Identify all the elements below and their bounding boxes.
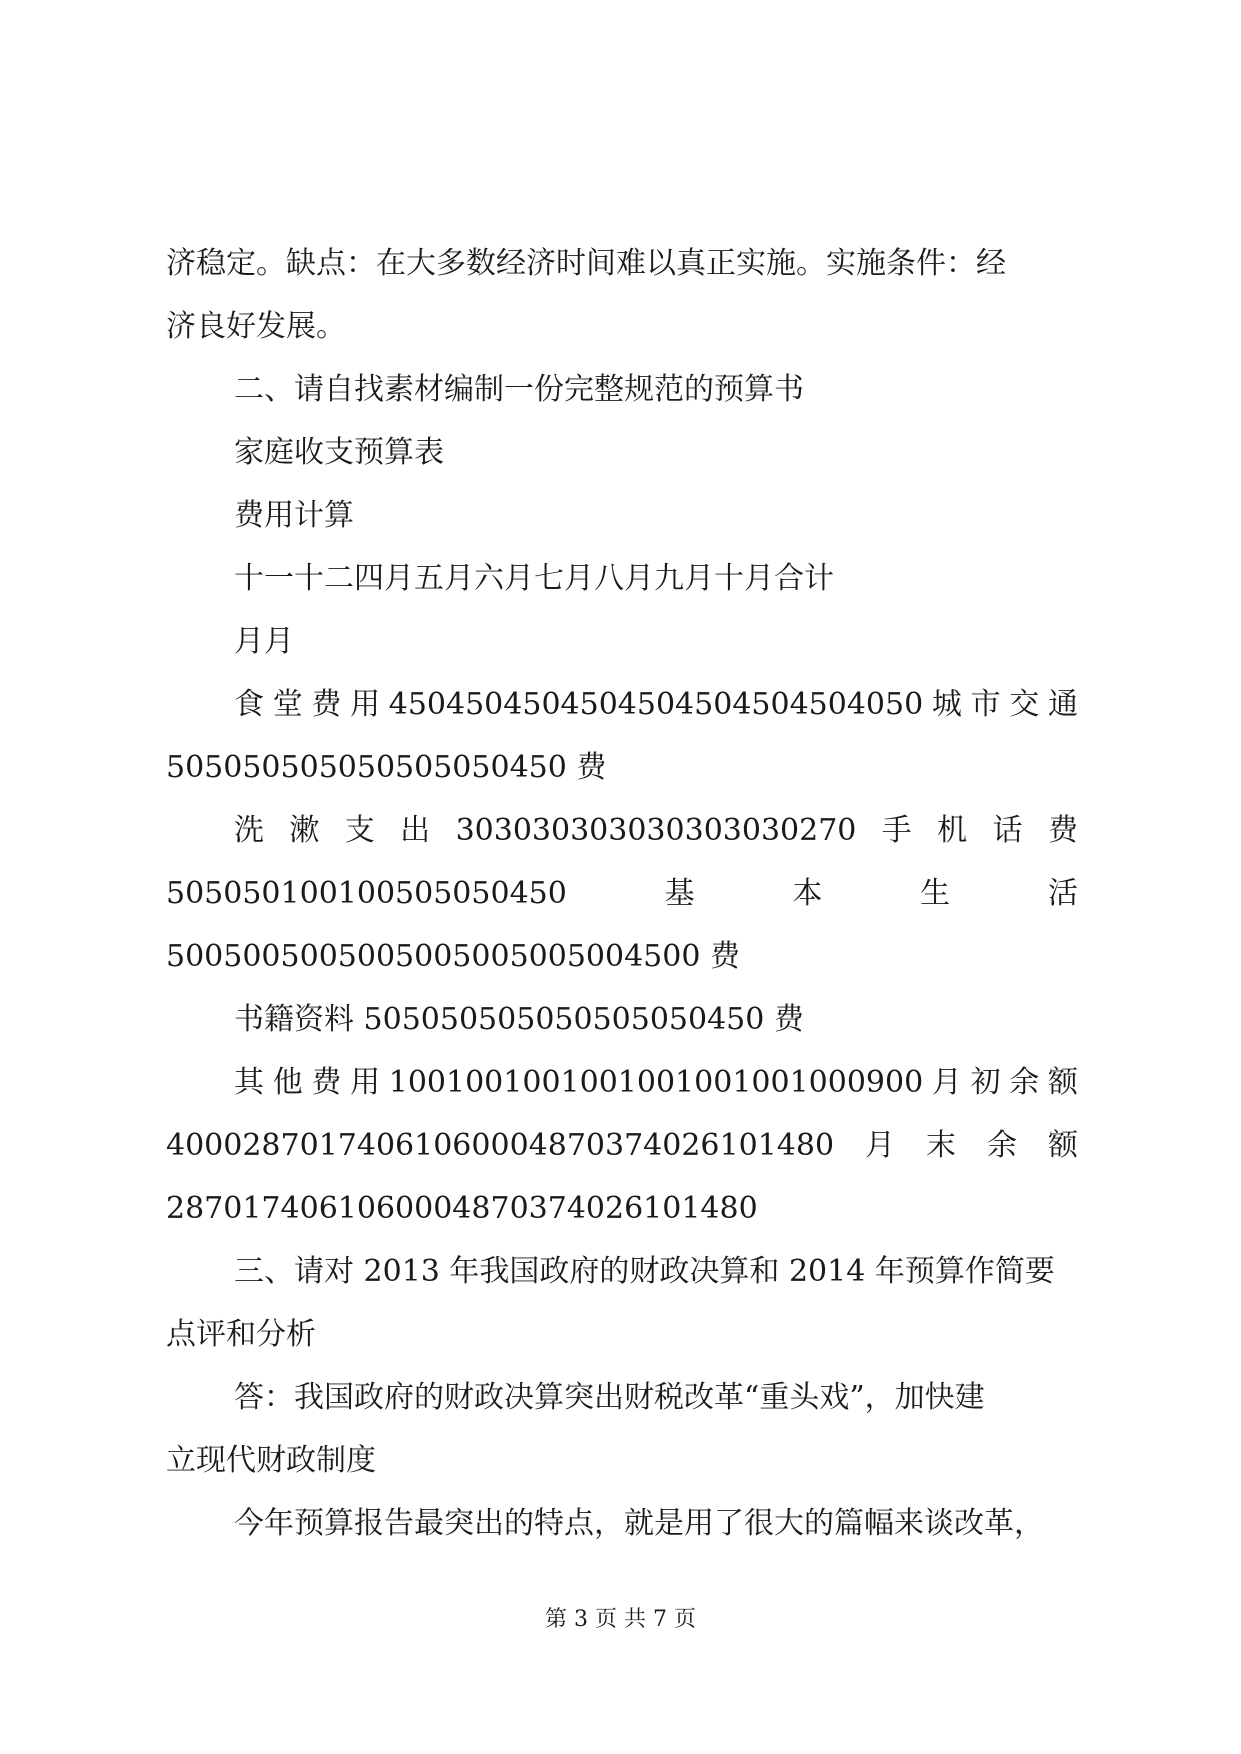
text-line	[166, 295, 1078, 358]
text-segment: 答：我国政府的财政决算突出财税改革“重头戏”，加快建	[234, 1380, 985, 1415]
text-segment: 十一十二四月五月六月七月八月九月十月合计	[234, 561, 834, 596]
text-segment: 生	[920, 876, 951, 911]
text-line	[166, 421, 1078, 484]
text-segment: 手	[881, 813, 912, 848]
text-line	[166, 1366, 1078, 1429]
text-line	[166, 1177, 1078, 1240]
text-line	[166, 484, 1078, 547]
text-segment: 费	[311, 1065, 342, 1100]
text-line	[166, 1492, 1078, 1555]
text-segment: 家庭收支预算表	[234, 435, 444, 470]
text-line	[166, 1240, 1078, 1303]
text-line	[166, 988, 1078, 1051]
text-line	[166, 862, 1078, 925]
text-segment: 5005005005005005005005004500 费	[166, 939, 740, 974]
text-segment: 余	[1009, 1065, 1040, 1100]
text-segment: 余	[987, 1128, 1017, 1163]
text-segment: 费	[1047, 813, 1078, 848]
text-segment: 漱	[289, 813, 320, 848]
text-segment: 2870174061060004870374026101480	[166, 1191, 758, 1226]
text-segment: 堂	[272, 687, 303, 722]
text-segment: 洗	[234, 813, 264, 848]
text-segment: 三、请对 2013 年我国政府的财政决算和 2014 年预算作简要	[234, 1254, 1055, 1289]
text-segment: 额	[1047, 1128, 1078, 1163]
text-line	[166, 1429, 1078, 1492]
text-segment: 市	[970, 687, 1001, 722]
text-segment: 费	[311, 687, 342, 722]
text-segment: 303030303030303030270	[455, 813, 857, 848]
text-segment: 额	[1047, 1065, 1078, 1100]
text-segment: 城	[931, 687, 962, 722]
text-segment: 活	[1047, 876, 1078, 911]
text-segment: 初	[970, 1065, 1001, 1100]
text-segment: 4504504504504504504504504050	[388, 687, 924, 722]
text-line	[166, 925, 1078, 988]
text-segment: 用	[350, 1065, 381, 1100]
text-segment: 今年预算报告最突出的特点，就是用了很大的篇幅来谈改革，	[234, 1506, 1044, 1541]
text-segment: 济良好发展。	[166, 309, 346, 344]
text-segment: 40002870174061060004870374026101480	[166, 1128, 835, 1163]
text-segment: 机	[937, 813, 968, 848]
text-segment: 通	[1047, 687, 1078, 722]
text-segment: 月	[931, 1065, 962, 1100]
text-segment: 月	[865, 1128, 896, 1163]
document-body	[166, 232, 1078, 1555]
text-segment: 用	[350, 687, 381, 722]
text-segment: 话	[992, 813, 1023, 848]
text-line	[166, 547, 1078, 610]
text-segment: 他	[272, 1065, 303, 1100]
text-segment: 点评和分析	[166, 1317, 316, 1352]
text-line	[166, 736, 1078, 799]
text-segment: 济稳定。缺点：在大多数经济时间难以真正实施。实施条件：经	[166, 246, 1006, 281]
text-segment: 书籍资料 505050505050505050450 费	[234, 1002, 804, 1037]
text-segment: 1001001001001001001001000900	[388, 1065, 924, 1100]
text-segment: 505050505050505050450 费	[166, 750, 607, 785]
text-line	[166, 1051, 1078, 1114]
text-segment: 本	[792, 876, 823, 911]
text-line	[166, 1303, 1078, 1366]
text-segment: 费用计算	[234, 498, 354, 533]
text-segment: 505050100100505050450	[166, 876, 567, 911]
text-segment: 立现代财政制度	[166, 1443, 376, 1478]
text-segment: 其	[234, 1065, 264, 1100]
text-segment: 二、请自找素材编制一份完整规范的预算书	[234, 372, 804, 407]
text-segment: 食	[234, 687, 264, 722]
text-segment: 出	[400, 813, 431, 848]
text-segment: 支	[344, 813, 375, 848]
text-segment: 基	[664, 876, 695, 911]
text-segment: 月月	[234, 624, 294, 659]
text-line	[166, 358, 1078, 421]
text-segment: 交	[1009, 687, 1040, 722]
text-line	[166, 232, 1078, 295]
text-line	[166, 799, 1078, 862]
text-line	[166, 610, 1078, 673]
text-segment: 末	[926, 1128, 957, 1163]
text-line	[166, 673, 1078, 736]
text-line	[166, 1114, 1078, 1177]
page-footer: 第 3 页 共 7 页	[545, 1607, 696, 1632]
